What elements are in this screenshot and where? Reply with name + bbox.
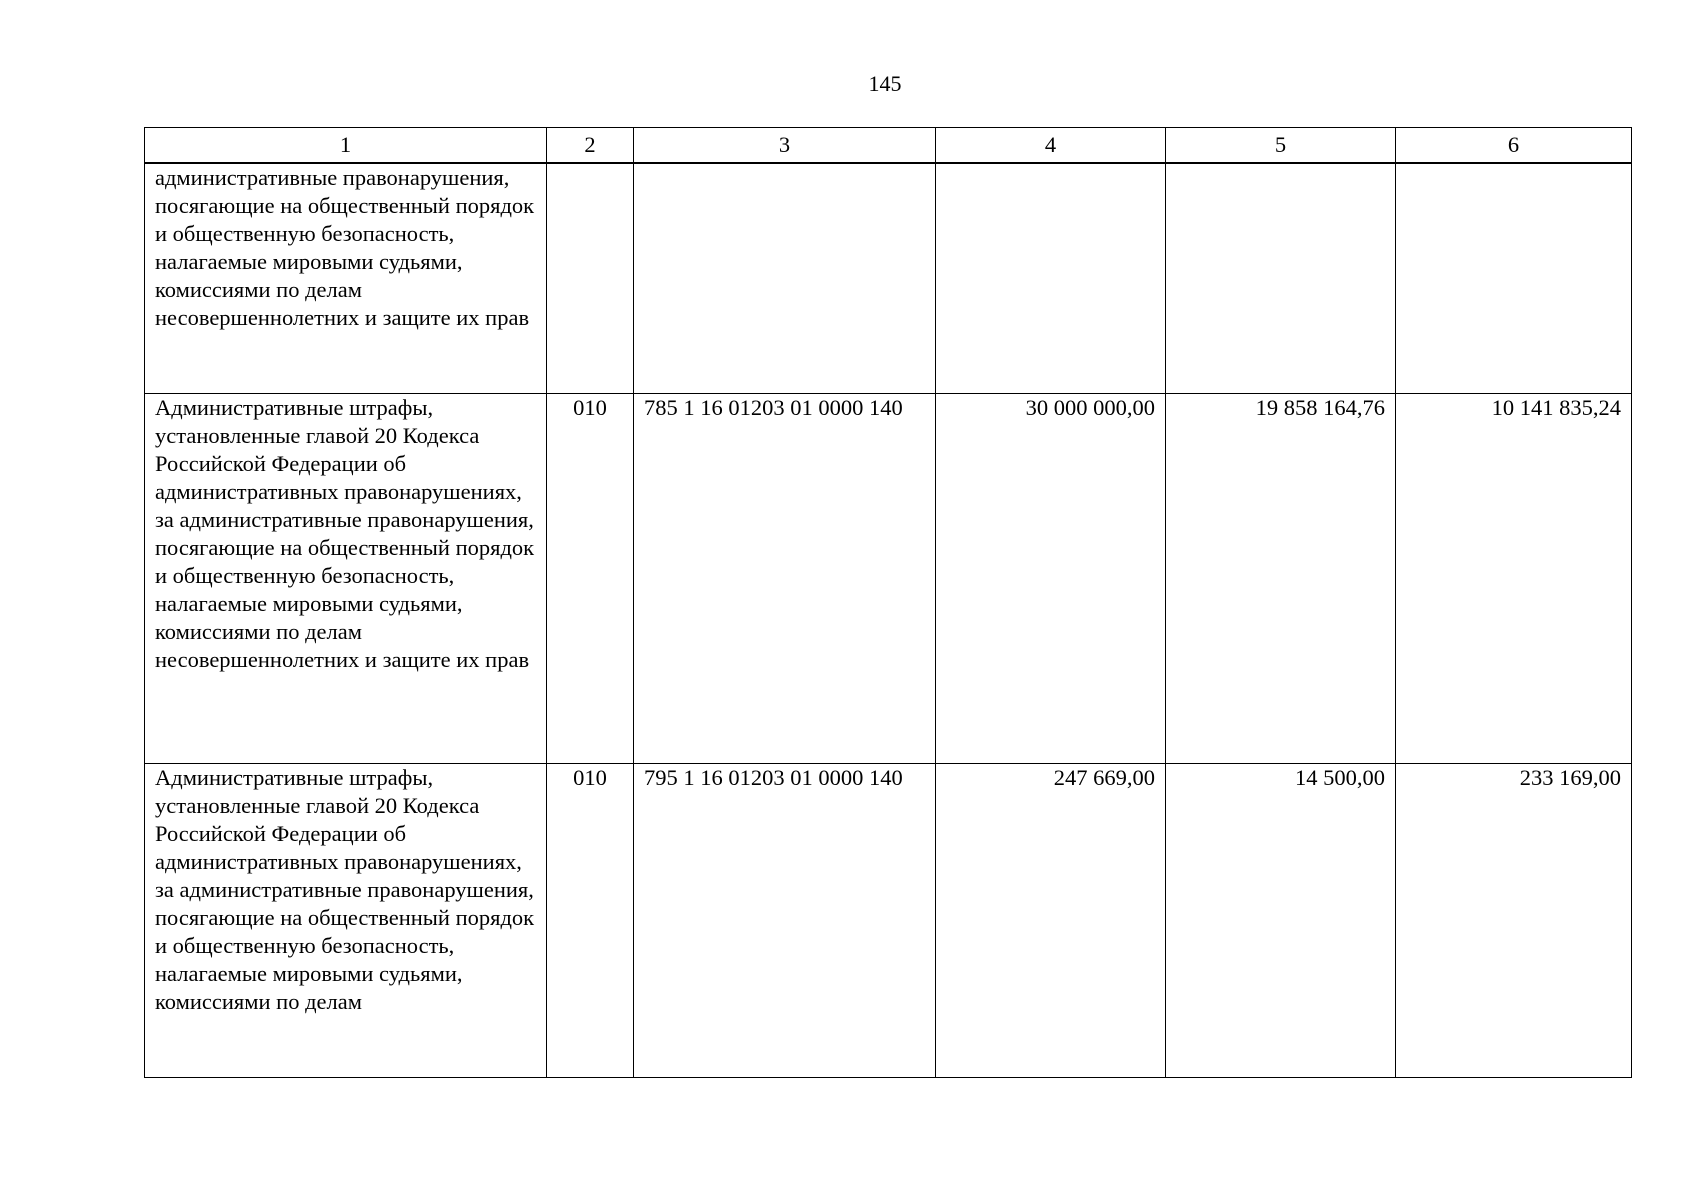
unexecuted-amount-cell: 233 169,00 <box>1396 764 1632 1078</box>
column-header-1: 1 <box>145 128 547 164</box>
column-header-5: 5 <box>1166 128 1396 164</box>
column-header-3: 3 <box>634 128 936 164</box>
report-table <box>144 127 1632 1078</box>
column-header-2: 2 <box>547 128 634 164</box>
table-row <box>145 394 1632 764</box>
unexecuted-amount-cell <box>1396 163 1632 394</box>
line-code-cell: 010 <box>547 394 634 764</box>
budget-code-cell: 785 1 16 01203 01 0000 140 <box>634 394 936 764</box>
budget-code-cell <box>634 163 936 394</box>
executed-amount-cell <box>1166 163 1396 394</box>
approved-amount-cell: 30 000 000,00 <box>936 394 1166 764</box>
income-name-cell: Административные штрафы, установленные главой 20 Кодекса Российской Федерации об административных правонарушениях, за административные правонарушения, посягающие на общественный порядок и общественную безопасность, налагаемые мировыми судьями, комиссиями по делам несовершеннолетних и защите их прав <box>145 394 547 764</box>
column-number-header-row <box>145 128 1632 164</box>
approved-amount-cell: 247 669,00 <box>936 764 1166 1078</box>
line-code-cell: 010 <box>547 764 634 1078</box>
executed-amount-cell: 14 500,00 <box>1166 764 1396 1078</box>
income-name-cell: административные правонарушения, посягающие на общественный порядок и общественную безопасность, налагаемые мировыми судьями, комиссиями по делам несовершеннолетних и защите их прав <box>145 163 547 394</box>
approved-amount-cell <box>936 163 1166 394</box>
executed-amount-cell: 19 858 164,76 <box>1166 394 1396 764</box>
column-header-6: 6 <box>1396 128 1632 164</box>
table-row-continuation <box>145 163 1632 394</box>
income-name-cell: Административные штрафы, установленные главой 20 Кодекса Российской Федерации об административных правонарушениях, за административные правонарушения, посягающие на общественный порядок и общественную безопасность, налагаемые мировыми судьями, комиссиями по делам <box>145 764 547 1078</box>
line-code-cell <box>547 163 634 394</box>
unexecuted-amount-cell: 10 141 835,24 <box>1396 394 1632 764</box>
page-number: 145 <box>868 71 902 96</box>
column-header-4: 4 <box>936 128 1166 164</box>
table-row <box>145 764 1632 1078</box>
budget-code-cell: 795 1 16 01203 01 0000 140 <box>634 764 936 1078</box>
